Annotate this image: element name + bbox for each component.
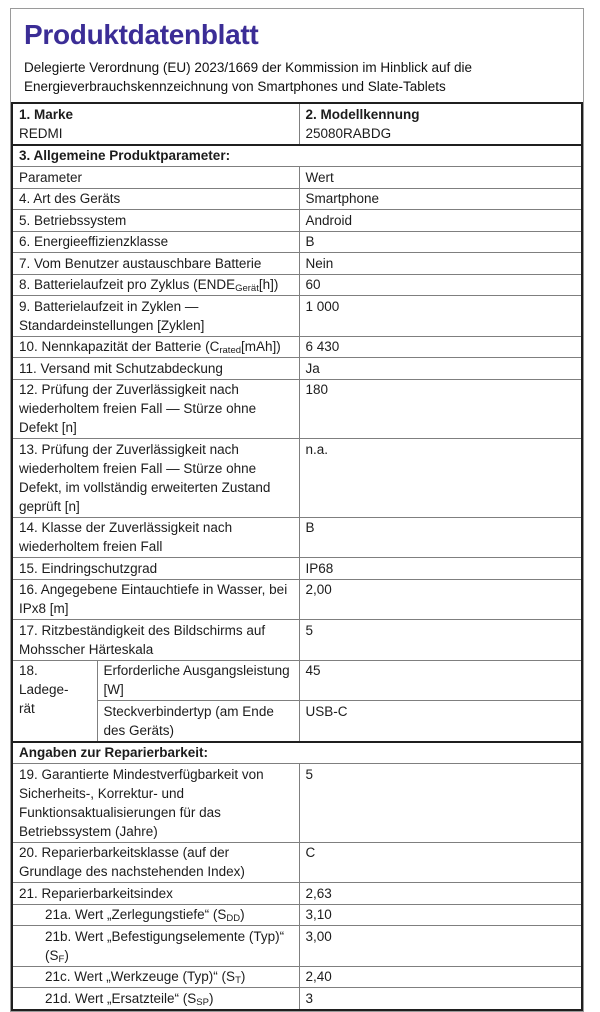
table-row-reliability-class xyxy=(12,517,582,558)
row-value: 60 xyxy=(299,274,582,296)
row-value: USB-C xyxy=(299,701,582,742)
row-label-text: ) xyxy=(240,969,246,984)
table-row-tools xyxy=(12,966,582,988)
table-row-repairability-class xyxy=(12,842,582,883)
row-label: 11. Versand mit Schutzabdeckung xyxy=(12,358,299,380)
row-value: 2,00 xyxy=(299,579,582,620)
row-value: 1 000 xyxy=(299,296,582,337)
row-label-text: 21b. Wert „Befestigungselemente (Typ)“ (S xyxy=(45,928,285,963)
table-row-battery-capacity xyxy=(12,336,582,358)
page-title: Produktdatenblatt xyxy=(24,19,259,50)
table-row-replaceable-battery xyxy=(12,253,582,275)
row-label: 4. Art des Geräts xyxy=(12,188,299,210)
row-value: 6 430 xyxy=(299,336,582,358)
table-row-immersion-depth xyxy=(12,579,582,620)
column-header-row xyxy=(12,167,582,189)
row-value: 5 xyxy=(299,764,582,843)
row-label: 21. Reparierbarkeitsindex xyxy=(12,883,299,905)
row-label-text: 10. Nennkapazität der Batterie (C xyxy=(19,339,220,354)
row-value: 5 xyxy=(299,620,582,661)
table-row-battery-endurance xyxy=(12,274,582,296)
row-value: 3,00 xyxy=(299,926,582,967)
model-value: 25080RABDG xyxy=(305,125,392,141)
table-row-battery-cycles xyxy=(12,296,582,337)
brand-value: REDMI xyxy=(19,125,63,141)
section-row-repairability xyxy=(12,742,582,764)
document-header xyxy=(11,9,583,102)
charger-row-connector xyxy=(12,701,582,742)
table-row-ingress-protection xyxy=(12,558,582,580)
row-label xyxy=(12,336,299,358)
row-value: 2,40 xyxy=(299,966,582,988)
product-datasheet-table xyxy=(11,102,583,1011)
row-label-text: 21d. Wert „Ersatzteile“ (S xyxy=(45,990,197,1006)
row-label xyxy=(12,274,299,296)
row-label: 6. Energieeffizienzklasse xyxy=(12,231,299,253)
row-label-text: 21a. Wert „Zerlegungstiefe“ (S xyxy=(45,907,227,922)
brand-cell xyxy=(12,103,299,145)
row-value: Nein xyxy=(299,253,582,275)
row-label-text: [mAh]) xyxy=(241,339,281,354)
row-value: 3 xyxy=(299,988,582,1010)
model-cell xyxy=(299,103,582,145)
row-label-text: ) xyxy=(64,947,69,963)
brand-model-row xyxy=(12,103,582,145)
row-label: 15. Eindringschutzgrad xyxy=(12,558,299,580)
row-value: Android xyxy=(299,210,582,232)
row-label xyxy=(12,966,299,988)
row-label: 13. Prüfung der Zuverlässigkeit nach wiederholtem freien Fall — Stürze ohne Defekt, im vollständig erweiterten Zustand geprüft [n] xyxy=(12,439,299,518)
table-row-os xyxy=(12,210,582,232)
table-row-fasteners xyxy=(12,926,582,967)
charger-label-line1: 18. Ladege- xyxy=(19,663,69,697)
row-label: 17. Ritzbeständigkeit des Bildschirms auf Mohsscher Härteskala xyxy=(12,620,299,661)
row-label-text: 21c. Wert „Werkzeuge (Typ)“ (S xyxy=(45,969,236,984)
table-row-scratch-resistance xyxy=(12,620,582,661)
row-value: 3,10 xyxy=(299,904,582,926)
table-row-device-type xyxy=(12,188,582,210)
row-value: 2,63 xyxy=(299,883,582,905)
row-label-text: 8. Batterielaufzeit pro Zyklus (ENDE xyxy=(19,277,236,292)
brand-label: 1. Marke xyxy=(19,106,74,122)
row-label: 16. Angegebene Eintauchtiefe in Wasser, bei IPx8 [m] xyxy=(12,579,299,620)
row-label-subscript: SP xyxy=(196,996,209,1008)
row-label-text: [h]) xyxy=(258,277,279,292)
charger-group-label xyxy=(12,660,97,742)
row-label-text: ) xyxy=(208,990,214,1006)
row-label-subscript: rated xyxy=(219,345,242,356)
row-label: 12. Prüfung der Zuverlässigkeit nach wiederholtem freien Fall — Stürze ohne Defekt [n] xyxy=(12,379,299,439)
row-label xyxy=(12,988,299,1010)
row-value: B xyxy=(299,517,582,558)
row-label: 19. Garantierte Mindestverfügbarkeit von Sicherheits-, Korrektur- und Funktionsaktualisierungen für das Betriebssystem (Jahre) xyxy=(12,764,299,843)
table-row-spare-parts xyxy=(12,988,582,1010)
model-label: 2. Modellkennung xyxy=(305,106,420,122)
row-value: Smartphone xyxy=(299,188,582,210)
charger-label-line2: rät xyxy=(19,701,35,716)
row-label: 5. Betriebssystem xyxy=(12,210,299,232)
row-label xyxy=(12,904,299,926)
row-label xyxy=(12,926,299,967)
row-value: 45 xyxy=(299,660,582,701)
page-frame xyxy=(10,8,584,1012)
table-row-update-availability xyxy=(12,764,582,843)
section-repair-title: Angaben zur Reparierbarkeit: xyxy=(12,742,582,764)
row-label-subscript: Gerät xyxy=(235,283,259,294)
row-value: B xyxy=(299,231,582,253)
section-row-general xyxy=(12,145,582,167)
charger-row-power xyxy=(12,660,582,701)
table-row-disassembly-depth xyxy=(12,904,582,926)
row-value: 180 xyxy=(299,379,582,439)
row-value: IP68 xyxy=(299,558,582,580)
row-label: 14. Klasse der Zuverlässigkeit nach wiederholtem freien Fall xyxy=(12,517,299,558)
row-label: Erforderliche Ausgangsleistung [W] xyxy=(97,660,299,701)
table-row-protective-cover xyxy=(12,358,582,380)
row-label: Steckverbindertyp (am Ende des Geräts) xyxy=(97,701,299,742)
page-subtitle: Delegierte Verordnung (EU) 2023/1669 der Kommission im Hinblick auf die Energieverbrauchskennzeichnung von Smartphones und Slate-Tablets xyxy=(24,60,472,94)
column-header-parameter: Parameter xyxy=(12,167,299,189)
section-general-title: 3. Allgemeine Produktparameter: xyxy=(12,145,582,167)
table-row-repairability-index xyxy=(12,883,582,905)
table-row-drop-test xyxy=(12,379,582,439)
row-value: C xyxy=(299,842,582,883)
row-value: n.a. xyxy=(299,439,582,518)
row-label: 9. Batterielaufzeit in Zyklen — Standardeinstellungen [Zyklen] xyxy=(12,296,299,337)
row-label-subscript: F xyxy=(58,953,65,965)
row-label: 20. Reparierbarkeitsklasse (auf der Grundlage des nachstehenden Index) xyxy=(12,842,299,883)
table-row-drop-test-extended xyxy=(12,439,582,518)
row-label-text: ) xyxy=(240,907,245,922)
row-label: 7. Vom Benutzer austauschbare Batterie xyxy=(12,253,299,275)
row-label-subscript: T xyxy=(235,975,241,986)
table-row-energy-class xyxy=(12,231,582,253)
column-header-value: Wert xyxy=(299,167,582,189)
row-value: Ja xyxy=(299,358,582,380)
row-label-subscript: DD xyxy=(226,913,241,924)
